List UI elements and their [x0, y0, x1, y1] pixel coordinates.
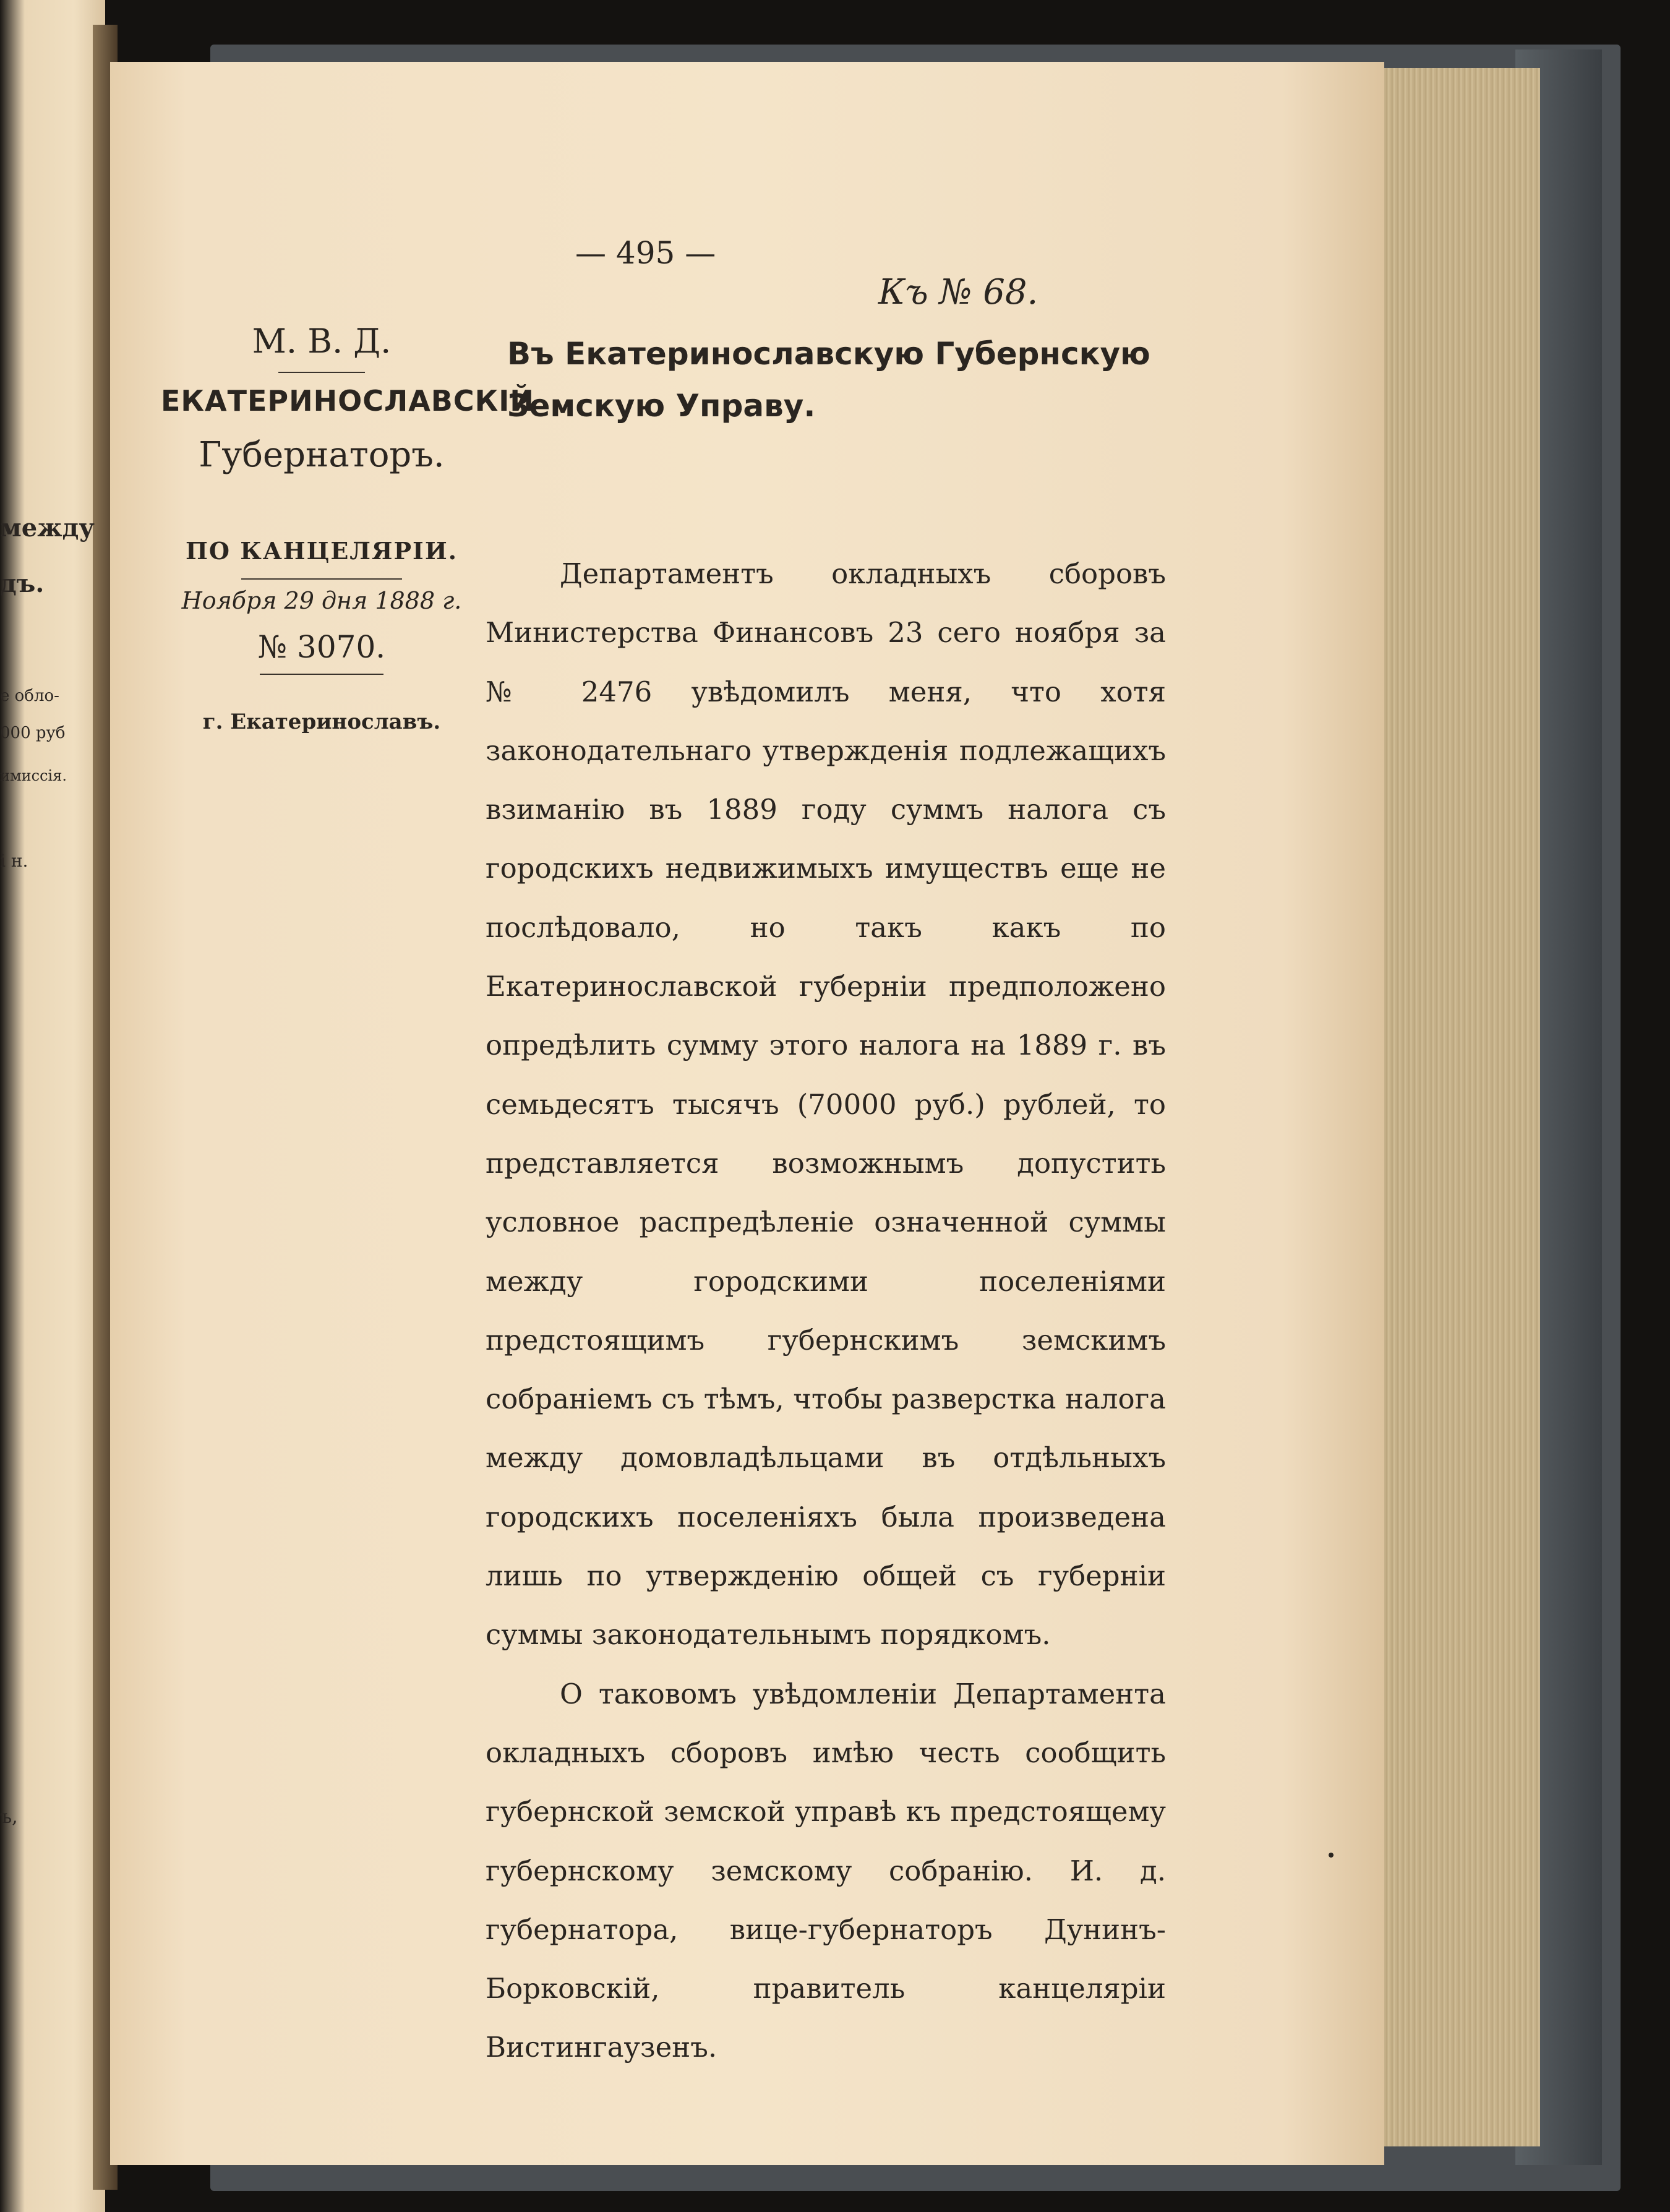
- ministry-abbrev: М. В. Д.: [252, 322, 392, 361]
- page-number: — 495 —: [575, 235, 716, 271]
- province-name: ЕКАТЕРИНОСЛАВСКІЙ: [161, 384, 534, 418]
- ink-dot: [1329, 1853, 1334, 1858]
- city-name: г. Екатеринославъ.: [202, 709, 441, 734]
- stub-line: дъ.: [0, 569, 45, 598]
- reference-number: Къ № 68.: [878, 272, 1038, 312]
- divider: [278, 372, 365, 373]
- stub-line: 000 руб: [0, 724, 66, 742]
- letter-date: Ноября 29 дня 1888 г.: [181, 587, 462, 614]
- letter-number: № 3070.: [257, 629, 386, 665]
- divider: [260, 674, 383, 675]
- letter-body: [486, 544, 1166, 2077]
- page-block-edge: [1379, 68, 1540, 2146]
- stub-line: і н.: [0, 851, 28, 871]
- body-paragraph: Департаментъ окладныхъ сборовъ Министерства Финансовъ 23 сего ноября за № 2476 увѣдомилъ меня, что хотя законодательнаго утвержденія подлежащихъ взиманію въ 1889 году суммъ налога съ городскихъ недвижимыхъ имуществъ еще не послѣдовало, но такъ какъ по Екатеринославской губерніи предположено опредѣлить сумму этого налога на 1889 г. въ семьдесятъ тысячъ (70000 руб.) рублей, то представляется возможнымъ допустить условное распредѣленіе означенной суммы между городскими поселеніями предстоящимъ губернскимъ земскимъ собраніемъ съ тѣмъ, чтобы разверстка налога между домовладѣльцами въ отдѣльныхъ городскихъ поселеніяхъ была произведена лишь по утвержденію общей съ губерніи суммы законодательнымъ порядкомъ.: [486, 557, 1166, 1652]
- stub-line: е обло-: [0, 687, 59, 705]
- sender-block: [161, 322, 534, 734]
- office-title: Губернаторъ.: [199, 435, 445, 475]
- stub-line: имиссія.: [0, 767, 67, 784]
- body-paragraph: О таковомъ увѣдомленіи Департамента окладныхъ сборовъ имѣю честь сообщить губернской земской управѣ къ предстоящему губернскому земскому собранію. И. д. губернатора, вице-губернаторъ Дунинъ-Борковскій, правитель канцеляріи Вистингаузенъ.: [486, 1677, 1166, 2064]
- stub-line: ъ,: [0, 1806, 18, 1828]
- left-page-edge: [0, 0, 105, 2212]
- department-name: ПО КАНЦЕЛЯРІИ.: [186, 537, 458, 565]
- stub-line: между: [0, 513, 95, 542]
- letter-heading: Въ Екатеринославскую Губернскую Земскую Управу.: [507, 336, 1150, 424]
- divider: [241, 578, 402, 580]
